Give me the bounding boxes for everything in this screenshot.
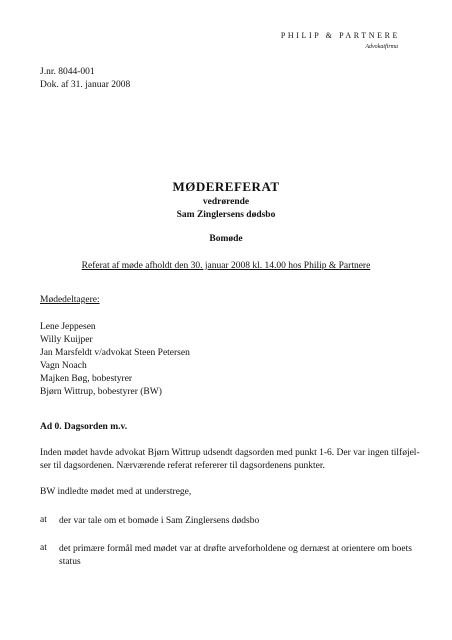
list-item-line: der var tale om et bomøde i Sam Zinglersens dødsbo <box>59 516 260 526</box>
firm-subtitle: Advokatfirma <box>365 44 398 50</box>
intro-line: BW indledte mødet med at understrege, <box>40 487 192 497</box>
list-item-marker: at <box>40 515 47 525</box>
subtitle-regarding: vedrørende <box>202 197 250 207</box>
document-title: MØDEREFERAT <box>172 179 280 194</box>
list-item-marker: at <box>40 543 47 553</box>
list-item-line: status <box>59 557 81 567</box>
participant-item: Vagn Noach <box>40 361 87 371</box>
firm-name: PHILIP & PARTNERE <box>280 31 400 40</box>
participant-item: Lene Jeppesen <box>40 322 96 332</box>
participant-item: Jan Marsfeldt v/advokat Steen Petersen <box>40 348 190 358</box>
agenda-paragraph <box>40 447 420 473</box>
participant-item: Willy Kuijper <box>40 335 93 345</box>
journal-number: J.nr. 8044-001 <box>40 67 95 77</box>
participant-item: Majken Bøg, bobestyrer <box>40 374 133 384</box>
participant-item: Bjørn Wittrup, bobestyrer (BW) <box>40 387 162 397</box>
section-heading-agenda: Ad 0. Dagsorden m.v. <box>40 422 128 432</box>
paragraph-line: Inden mødet havde advokat Bjørn Wittrup udsendt dagsorden med punkt 1-6. Der var ingen tilføjel- <box>40 448 420 458</box>
subtitle-estate: Sam Zinglersens dødsbo <box>176 210 276 220</box>
list-item <box>59 543 429 569</box>
document-date: Dok. af 31. januar 2008 <box>40 80 131 90</box>
paragraph-line: ser til dagsordenen. Nærværende referat refererer til dagsordenens punkter. <box>40 461 325 471</box>
list-item-line: det primære formål med mødet var at drøfte arveforholdene og dernæst at orientere om boets <box>59 544 412 554</box>
list-item <box>59 515 429 528</box>
subtitle-meeting-type: Bomøde <box>209 234 243 244</box>
participants-label: Mødedeltagere: <box>40 295 100 305</box>
meeting-info-line: Referat af møde afholdt den 30. januar 2008 kl. 14.00 hos Philip & Partnere <box>81 261 371 271</box>
